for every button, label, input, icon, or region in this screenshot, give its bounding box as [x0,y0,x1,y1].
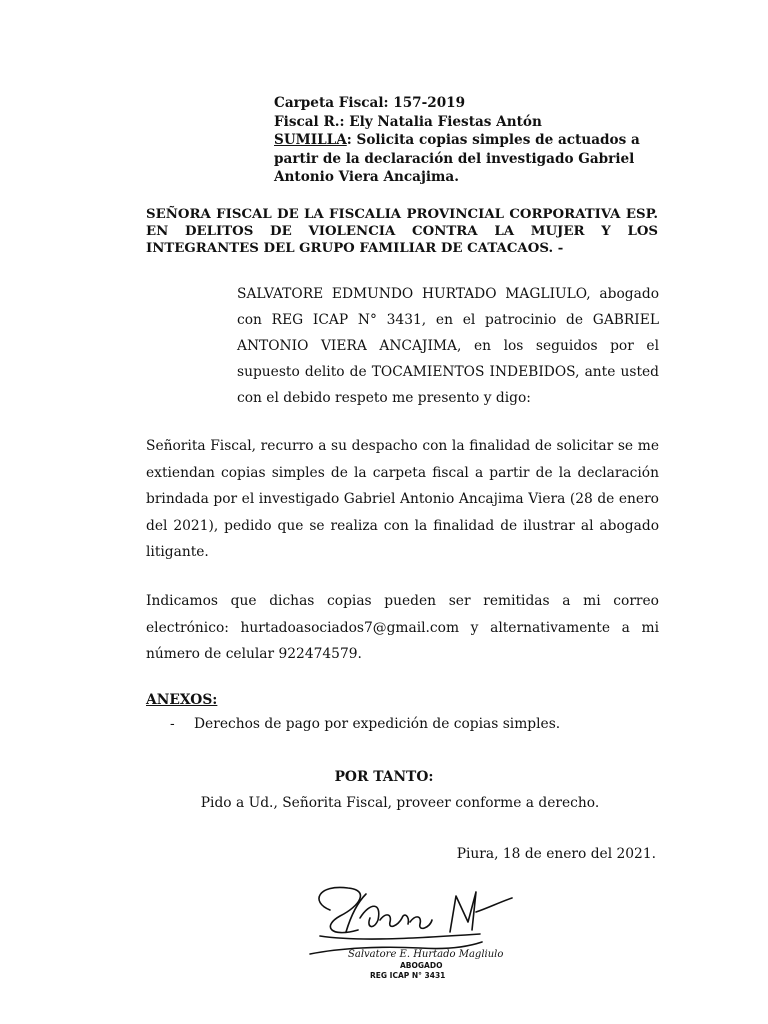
request-paragraph: Señorita Fiscal, recurro a su despacho con la finalidad de solicitar se me extiendan copias simples de la carpeta fiscal a partir de la declaración brindada por el investigado Gabriel Antonio Ancajima Viera (28 de enero del 2021), pedido que se realiza con la finalidad de ilustrar al abogado litigante. [146,438,659,560]
handwritten-signature [310,887,512,954]
sumilla-line-2: partir de la declaración del investigado Gabriel [274,150,635,167]
contact-paragraph: Indicamos que dichas copias pueden ser remitidas a mi correo electrónico: hurtadoasociados7@gmail.com y alternativamente a mi número de celular 922474579. [146,593,659,662]
anexos-title: ANEXOS: [146,692,218,708]
closing-request: Pido a Ud., Señorita Fiscal, proveer conforme a derecho. [200,795,600,811]
case-header [274,94,664,187]
stamp-title: ABOGADO [400,961,443,970]
date-line: Piura, 18 de enero del 2021. [456,846,656,862]
anexo-text: Derechos de pago por expedición de copias simples. [194,716,561,732]
intro-paragraph: SALVATORE EDMUNDO HURTADO MAGLIULO, abogado con REG ICAP N° 3431, en el patrocinio de GABRIEL ANTONIO VIERA ANCAJIMA, en los seguidos por el supuesto delito de TOCAMIENTOS INDEBIDOS, ante usted con el debido respeto me presento y digo: [237,286,659,406]
por-tanto-heading: POR TANTO: [334,769,434,785]
stamp-name: Salvatore E. Hurtado Magliulo [348,949,504,960]
sumilla-text-1: : Solicita copias simples de actuados a [346,132,640,148]
carpeta-fiscal: Carpeta Fiscal: 157-2019 [274,95,466,111]
anexo-item [170,716,560,732]
anexo-bullet: - [170,716,175,732]
sumilla-line-1 [274,131,664,150]
addressee: SEÑORA FISCAL DE LA FISCALIA PROVINCIAL CORPORATIVA ESP. EN DELITOS DE VIOLENCIA CONTRA LA MUJER Y LOS INTEGRANTES DEL GRUPO FAMILIAR DE CATACAOS. - [146,207,658,256]
stamp-reg: REG ICAP N° 3431 [370,971,446,980]
signature-stamp [300,872,520,992]
fiscal-responsable: Fiscal R.: Ely Natalia Fiestas Antón [274,113,542,130]
sumilla-line-3: Antonio Viera Ancajima. [274,169,459,185]
sumilla-label: SUMILLA [274,132,347,148]
